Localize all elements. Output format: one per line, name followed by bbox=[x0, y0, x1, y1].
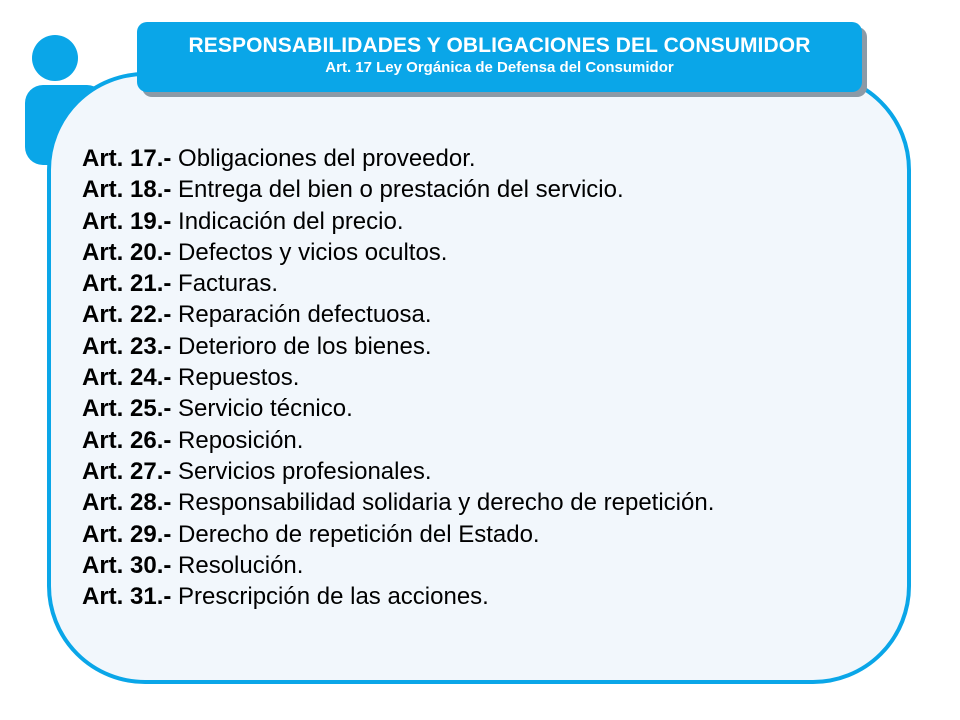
article-item bbox=[82, 299, 714, 330]
article-number: Art. 31.- bbox=[82, 583, 179, 611]
article-title: Deterioro de los bienes. bbox=[178, 332, 432, 360]
article-number: Art. 21.- bbox=[82, 270, 179, 298]
article-title: Entrega del bien o prestación del servicio. bbox=[178, 176, 624, 204]
article-title: Facturas. bbox=[178, 270, 279, 298]
article-number: Art. 30.- bbox=[82, 551, 179, 579]
article-title: Servicio técnico. bbox=[178, 395, 353, 423]
article-title: Responsabilidad solidaria y derecho de repetición. bbox=[178, 489, 715, 517]
article-title: Resolución. bbox=[178, 551, 304, 579]
article-title: Derecho de repetición del Estado. bbox=[178, 520, 540, 548]
article-item bbox=[82, 174, 714, 205]
banner-title: RESPONSABILIDADES Y OBLIGACIONES DEL CONSUMIDOR bbox=[188, 34, 811, 57]
article-number: Art. 18.- bbox=[82, 176, 179, 204]
article-item bbox=[82, 237, 714, 268]
article-title: Repuestos. bbox=[178, 364, 300, 392]
article-item bbox=[82, 143, 714, 174]
article-title: Indicación del precio. bbox=[178, 207, 404, 235]
article-number: Art. 24.- bbox=[82, 364, 179, 392]
person-head-shape bbox=[32, 35, 78, 81]
article-item bbox=[82, 581, 714, 612]
article-item bbox=[82, 331, 714, 362]
article-item bbox=[82, 393, 714, 424]
article-number: Art. 19.- bbox=[82, 207, 179, 235]
article-title: Obligaciones del proveedor. bbox=[178, 145, 476, 172]
article-number: Art. 17.- bbox=[82, 145, 179, 172]
article-item bbox=[82, 487, 714, 518]
article-number: Art. 29.- bbox=[82, 520, 179, 548]
article-list bbox=[82, 143, 714, 612]
article-item bbox=[82, 519, 714, 550]
article-item bbox=[82, 425, 714, 456]
article-item bbox=[82, 268, 714, 299]
article-number: Art. 27.- bbox=[82, 457, 179, 485]
article-number: Art. 25.- bbox=[82, 395, 179, 423]
article-title: Prescripción de las acciones. bbox=[178, 583, 489, 611]
article-title: Defectos y vicios ocultos. bbox=[178, 238, 448, 266]
article-title: Servicios profesionales. bbox=[178, 457, 432, 485]
article-number: Art. 22.- bbox=[82, 301, 179, 329]
article-item bbox=[82, 550, 714, 581]
article-number: Art. 28.- bbox=[82, 489, 179, 517]
article-number: Art. 26.- bbox=[82, 426, 179, 454]
banner-subtitle: Art. 17 Ley Orgánica de Defensa del Consumidor bbox=[325, 59, 674, 76]
header-banner bbox=[137, 22, 862, 92]
article-item bbox=[82, 362, 714, 393]
article-number: Art. 20.- bbox=[82, 238, 179, 266]
article-item bbox=[82, 206, 714, 237]
article-item bbox=[82, 456, 714, 487]
article-title: Reparación defectuosa. bbox=[178, 301, 432, 329]
article-title: Reposición. bbox=[178, 426, 304, 454]
article-number: Art. 23.- bbox=[82, 332, 179, 360]
